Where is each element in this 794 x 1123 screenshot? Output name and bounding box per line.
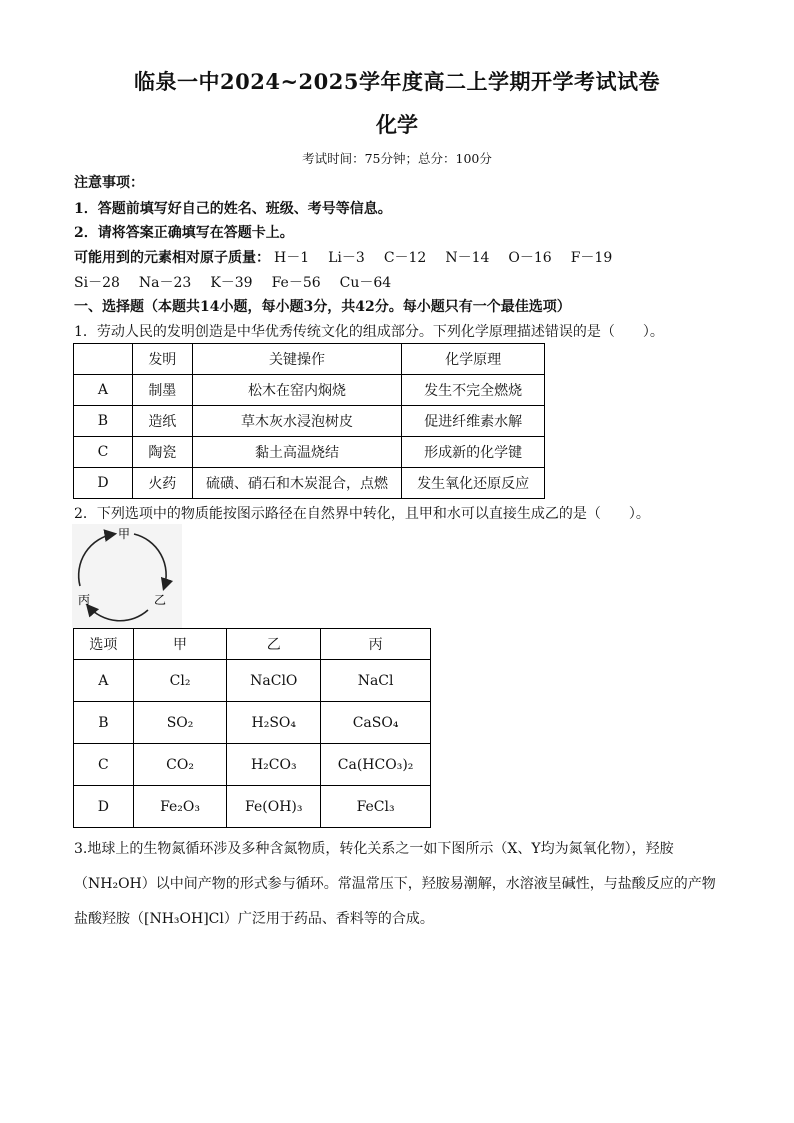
- table-cell: 火药: [132, 468, 192, 499]
- diagram-node-jia: 甲: [117, 527, 131, 541]
- table-cell: B: [74, 406, 133, 437]
- table-row: [74, 702, 431, 744]
- table-cell: 硫磺、硝石和木炭混合，点燃: [192, 468, 402, 499]
- table-header-cell: 选项: [74, 629, 134, 660]
- table-header-row: [74, 629, 431, 660]
- cycle-diagram: [72, 524, 182, 628]
- subject-title: 化学: [376, 112, 418, 137]
- table-cell: FeCl₃: [321, 786, 431, 828]
- atomic-mass: K－39: [210, 275, 253, 291]
- table-cell: 造纸: [132, 406, 192, 437]
- table-header-cell: 关键操作: [192, 344, 402, 375]
- q1-stem: 1．劳动人民的发明创造是中华优秀传统文化的组成部分。下列化学原理描述错误的是（ ）。: [74, 324, 664, 340]
- table-cell: A: [74, 375, 133, 406]
- atomic-mass: Si－28: [74, 275, 120, 291]
- table-row: [74, 437, 545, 468]
- atomic-mass: N－14: [445, 250, 490, 266]
- table-header-cell: 丙: [321, 629, 431, 660]
- atomic-mass: C－12: [383, 250, 427, 266]
- notice-item-2: 2．请将答案正确填写在答题卡上。: [74, 225, 294, 241]
- table-cell: CaSO₄: [321, 702, 431, 744]
- table-cell: Fe₂O₃: [133, 786, 227, 828]
- table-cell: NaClO: [227, 660, 321, 702]
- q2-table: [73, 628, 431, 828]
- table-cell: 陶瓷: [132, 437, 192, 468]
- table-header-cell: 甲: [133, 629, 227, 660]
- table-cell: B: [74, 702, 134, 744]
- exam-info: 考试时间：75分钟；总分：100分: [302, 151, 492, 166]
- q2-stem: 2．下列选项中的物质能按图示路径在自然界中转化，且甲和水可以直接生成乙的是（ ）。: [74, 506, 650, 522]
- table-header-cell: 发明: [132, 344, 192, 375]
- atomic-mass: F－19: [570, 250, 613, 266]
- table-row: [74, 375, 545, 406]
- section-heading: 一、选择题（本题共14小题，每小题3分，共42分。每小题只有一个最佳选项）: [74, 299, 571, 315]
- table-row: [74, 744, 431, 786]
- atomic-mass: H－1: [274, 250, 310, 266]
- table-header-cell: [74, 344, 133, 375]
- atomic-mass-line-2: [74, 272, 410, 292]
- table-cell: 松木在窑内焖烧: [192, 375, 402, 406]
- table-row: [74, 786, 431, 828]
- table-cell: A: [74, 660, 134, 702]
- atomic-mass: Li－3: [328, 250, 365, 266]
- page-title: 临泉一中2024~2025学年度高二上学期开学考试试卷: [134, 69, 660, 94]
- table-cell: Cl₂: [133, 660, 227, 702]
- table-cell: D: [74, 786, 134, 828]
- table-cell: 制墨: [132, 375, 192, 406]
- table-cell: 黏土高温烧结: [192, 437, 402, 468]
- table-cell: 形成新的化学键: [402, 437, 545, 468]
- table-cell: H₂CO₃: [227, 744, 321, 786]
- table-cell: NaCl: [321, 660, 431, 702]
- table-cell: 促进纤维素水解: [402, 406, 545, 437]
- atomic-mass: Na－23: [138, 275, 192, 291]
- atomic-mass: Cu－64: [339, 275, 392, 291]
- atomic-mass-line-1: [74, 247, 631, 267]
- table-cell: 发生氧化还原反应: [402, 468, 545, 499]
- atomic-mass: Fe－56: [271, 275, 321, 291]
- table-row: [74, 660, 431, 702]
- table-header-row: [74, 344, 545, 375]
- diagram-node-yi: 乙: [153, 593, 167, 607]
- notice-heading: 注意事项：: [74, 175, 144, 191]
- table-header-cell: 乙: [227, 629, 321, 660]
- table-cell: C: [74, 437, 133, 468]
- table-cell: SO₂: [133, 702, 227, 744]
- q1-table: [73, 343, 545, 499]
- table-cell: D: [74, 468, 133, 499]
- table-cell: C: [74, 744, 134, 786]
- table-cell: Ca(HCO₃)₂: [321, 744, 431, 786]
- table-header-cell: 化学原理: [402, 344, 545, 375]
- atomic-mass: O－16: [508, 250, 552, 266]
- table-cell: Fe(OH)₃: [227, 786, 321, 828]
- diagram-node-bing: 丙: [77, 593, 91, 607]
- table-cell: H₂SO₄: [227, 702, 321, 744]
- table-cell: CO₂: [133, 744, 227, 786]
- table-cell: 草木灰水浸泡树皮: [192, 406, 402, 437]
- q3-text: 3.地球上的生物氮循环涉及多种含氮物质，转化关系之一如下图所示（X、Y均为氮氧化物），羟胺（NH₂OH）以中间产物的形式参与循环。常温常压下，羟胺易潮解，水溶液呈碱性，与盐酸反应的产物盐酸羟胺（[NH₃OH]Cl）广泛用于药品、香料等的合成。: [74, 841, 716, 927]
- table-row: [74, 468, 545, 499]
- table-row: [74, 406, 545, 437]
- table-cell: 发生不完全燃烧: [402, 375, 545, 406]
- notice-item-1: 1．答题前填写好自己的姓名、班级、考号等信息。: [74, 201, 392, 217]
- atomic-mass-label: 可能用到的元素相对原子质量：: [74, 250, 270, 266]
